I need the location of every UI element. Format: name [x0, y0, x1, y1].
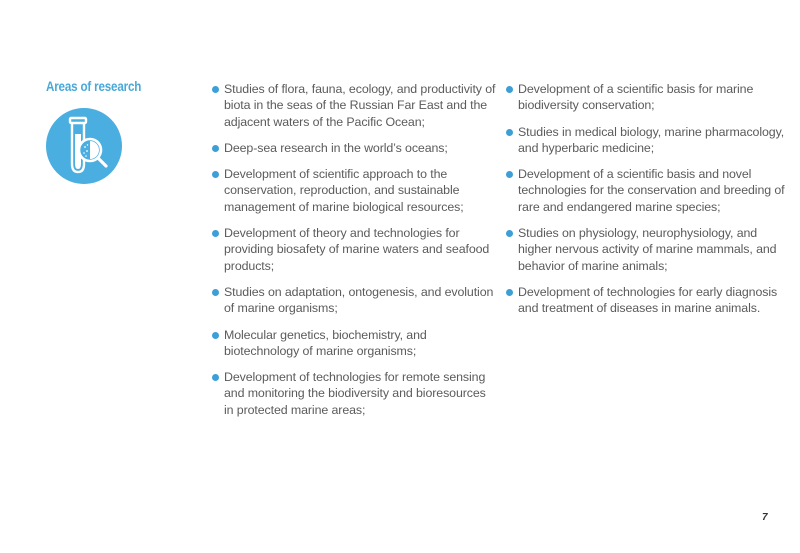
list-item	[211, 327, 496, 360]
page-number: 7	[762, 512, 768, 523]
bullet-icon	[506, 289, 513, 296]
list-item	[211, 166, 496, 215]
list-item	[211, 81, 496, 130]
list-item-text: Development of a scientific basis and novel technologies for the conservation and breeding of rare and endangered marine species;	[518, 167, 785, 214]
list-item	[505, 225, 790, 274]
list-item-text: Studies on physiology, neurophysiology, and higher nervous activity of marine mammals, and behavior of marine animals;	[518, 226, 777, 273]
list-item-text: Studies in medical biology, marine pharmacology, and hyperbaric medicine;	[518, 124, 785, 155]
list-item	[505, 166, 790, 215]
list-item	[505, 284, 790, 317]
list-item	[211, 140, 496, 156]
list-item-text: Development of a scientific basis for marine biodiversity conservation;	[518, 82, 754, 113]
list-item-text: Studies of flora, fauna, ecology, and productivity of biota in the seas of the Russian Far East and the adjacent waters of the Pacific Ocean;	[224, 82, 496, 129]
section-title: Areas of research	[46, 79, 142, 94]
bullet-icon	[506, 230, 513, 237]
bullet-icon	[506, 86, 513, 93]
bullet-icon	[212, 230, 219, 237]
bullet-icon	[212, 86, 219, 93]
list-item-text: Studies on adaptation, ontogenesis, and evolution of marine organisms;	[224, 284, 494, 316]
list-item-text: Development of theory and technologies for providing biosafety of marine waters and seafood products;	[224, 226, 490, 273]
list-item	[211, 369, 496, 418]
bullet-icon	[212, 171, 219, 178]
bullet-icon	[212, 145, 219, 152]
list-item-text: Molecular genetics, biochemistry, and biotechnology of marine organisms;	[224, 327, 427, 358]
list-item	[505, 124, 790, 157]
bullet-icon	[506, 129, 513, 136]
test-tube-magnifier-icon	[46, 108, 122, 184]
bullet-icon	[212, 374, 219, 381]
research-list-left	[211, 81, 496, 428]
list-item-text: Development of scientific approach to the conservation, reproduction, and sustainable management of marine biological resources;	[224, 167, 464, 214]
bullet-icon	[506, 171, 513, 178]
bullet-icon	[212, 289, 219, 296]
list-item-text: Deep-sea research in the world’s oceans;	[224, 140, 448, 155]
bullet-icon	[212, 332, 219, 339]
list-item	[211, 225, 496, 274]
list-item	[505, 81, 790, 114]
list-item	[211, 284, 496, 317]
research-list-right	[505, 81, 790, 327]
list-item-text: Development of technologies for remote sensing and monitoring the biodiversity and bioresources in protected marine areas;	[224, 370, 486, 417]
list-item-text: Development of technologies for early diagnosis and treatment of diseases in marine animals.	[518, 284, 778, 316]
